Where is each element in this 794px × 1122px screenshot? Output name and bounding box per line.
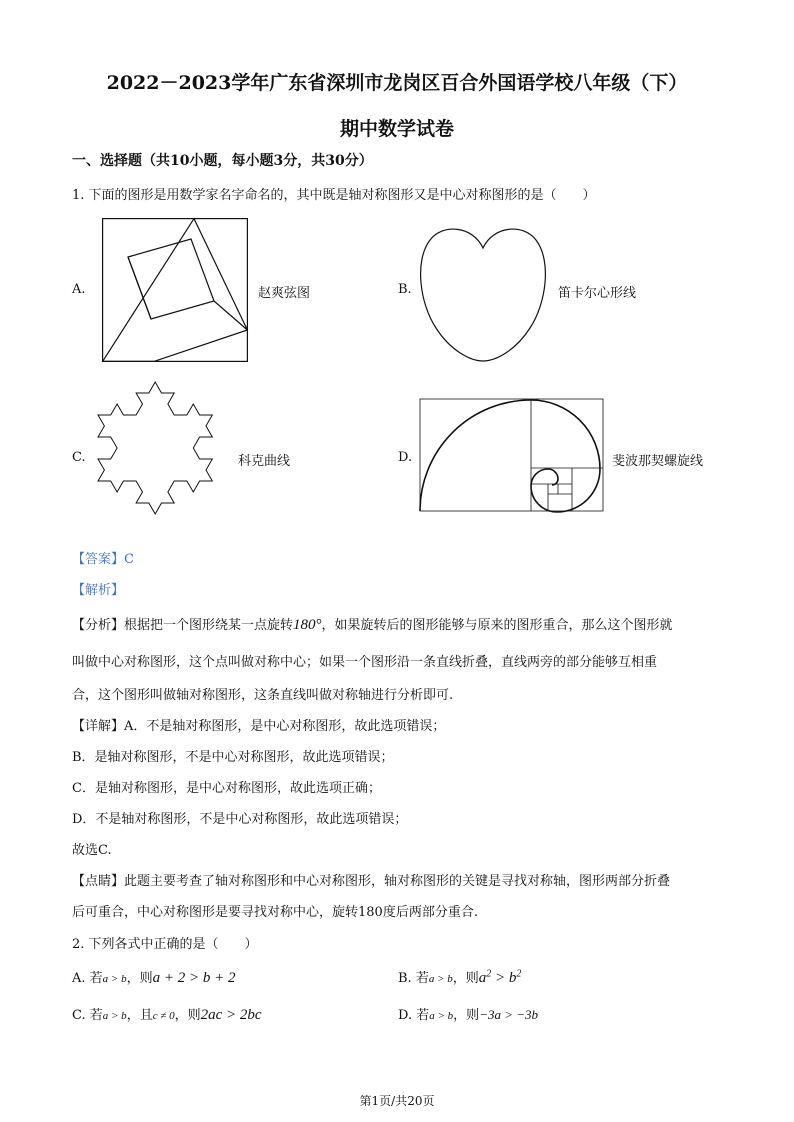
q2-d-prefix: D. 若: [398, 1008, 430, 1023]
q2-d-expr: −3a > −3b: [479, 1007, 539, 1022]
q2-a-cond: a > b: [102, 973, 127, 985]
answer-line: [72, 548, 134, 567]
q2-b-then: ，则: [452, 971, 479, 986]
fenxi-line-3: 合，这个图形叫做轴对称图形，这条直线叫做对称轴进行分析即可.: [72, 688, 454, 703]
q2-b-mid: > b: [491, 970, 517, 986]
q2-b-cond: a > b: [428, 973, 453, 985]
xiangjie-line-2: B．是轴对称图形，不是中心对称图形，故此选项错误；: [72, 750, 394, 765]
zhao-shuang-diagram: [102, 218, 248, 362]
q2-c-then: ，则: [174, 1008, 201, 1023]
exam-title-line1: 2022－2023学年广东省深圳市龙岗区百合外国语学校八年级（下）: [106, 72, 688, 94]
option-c-caption: 科克曲线: [238, 454, 291, 469]
q2-c-cond3: c ≠ 0: [152, 1010, 175, 1022]
q2-option-a: [72, 967, 235, 987]
q2-option-d: [398, 1004, 538, 1023]
fenxi-text-1b: ，如果旋转后的图形能够与原来的图形重合，那么这个图形就: [321, 618, 673, 633]
answer-text: 【答案】C: [72, 552, 134, 567]
fenxi-line-2: 叫做中心对称图形，这个点叫做对称中心；如果一个图形沿一条直线折叠，直线两旁的部分能够互相重: [72, 655, 658, 670]
option-a-caption: 赵爽弦图: [258, 286, 311, 301]
q2-c-cond2: ，且: [126, 1008, 153, 1023]
xiangjie-line-4: D．不是轴对称图形，不是中心对称图形，故此选项错误；: [72, 812, 408, 827]
xiangjie-line-3: C．是轴对称图形，是中心对称图形，故此选项正确；: [72, 781, 381, 796]
page-footer: 第1页/共20页: [359, 1094, 435, 1108]
question-2-stem: 2. 下列各式中正确的是（ ）: [72, 937, 258, 952]
question-1-stem: 1. 下面的图形是用数学家名字命名的，其中既是轴对称图形又是中心对称图形的是（ ）: [72, 188, 596, 203]
fenxi-line-1: [72, 614, 673, 634]
conclusion-line: 故选C.: [72, 843, 112, 858]
q2-c-prefix: C. 若: [72, 1008, 103, 1023]
dianjing-line-2: 后可重合，中心对称图形是要寻找对称中心，旋转180度后两部分重合.: [72, 905, 478, 920]
xiangjie-line-1: 【详解】A．不是轴对称图形，是中心对称图形，故此选项错误；: [72, 719, 446, 734]
fenxi-text-1a: 【分析】根据把一个图形绕某一点旋转: [72, 618, 294, 633]
option-d-caption: 斐波那契螺旋线: [612, 454, 704, 469]
q2-d-cond: a > b: [429, 1010, 454, 1022]
q2-option-c: [72, 1004, 262, 1024]
section-heading: 一、选择题（共10小题，每小题3分，共30分）: [72, 153, 373, 169]
q2-b-prefix: B. 若: [398, 971, 429, 986]
option-b-caption: 笛卡尔心形线: [558, 286, 637, 301]
exam-title-line2: 期中数学试卷: [339, 118, 454, 140]
q2-a-prefix: A. 若: [72, 971, 103, 986]
dianjing-line-1: 【点睛】此题主要考查了轴对称图形和中心对称图形，轴对称图形的关键是寻找对称轴，图形两部分折叠: [72, 874, 671, 889]
option-d-letter: D.: [398, 450, 413, 465]
q2-b-expr-a: a: [478, 970, 487, 986]
option-b-letter: B.: [398, 282, 412, 297]
fenxi-degree: 180°: [293, 617, 322, 633]
q2-d-then: ，则: [453, 1008, 480, 1023]
cardioid-diagram: [418, 218, 548, 362]
fibonacci-spiral-diagram: [420, 399, 604, 511]
q2-a-then: ，则: [126, 971, 153, 986]
analysis-label: 【解析】: [72, 583, 125, 598]
q2-c-expr: 2ac > 2bc: [200, 1007, 262, 1023]
q2-option-b: [398, 967, 521, 987]
option-c-letter: C.: [72, 450, 86, 465]
q2-c-cond: a > b: [102, 1010, 127, 1022]
koch-curve-diagram: [97, 381, 231, 515]
q2-b-exp1: 2: [486, 968, 492, 980]
option-a-letter: A.: [72, 282, 86, 297]
q2-b-exp2: 2: [516, 968, 522, 980]
q2-a-expr: a + 2 > b + 2: [152, 970, 236, 986]
